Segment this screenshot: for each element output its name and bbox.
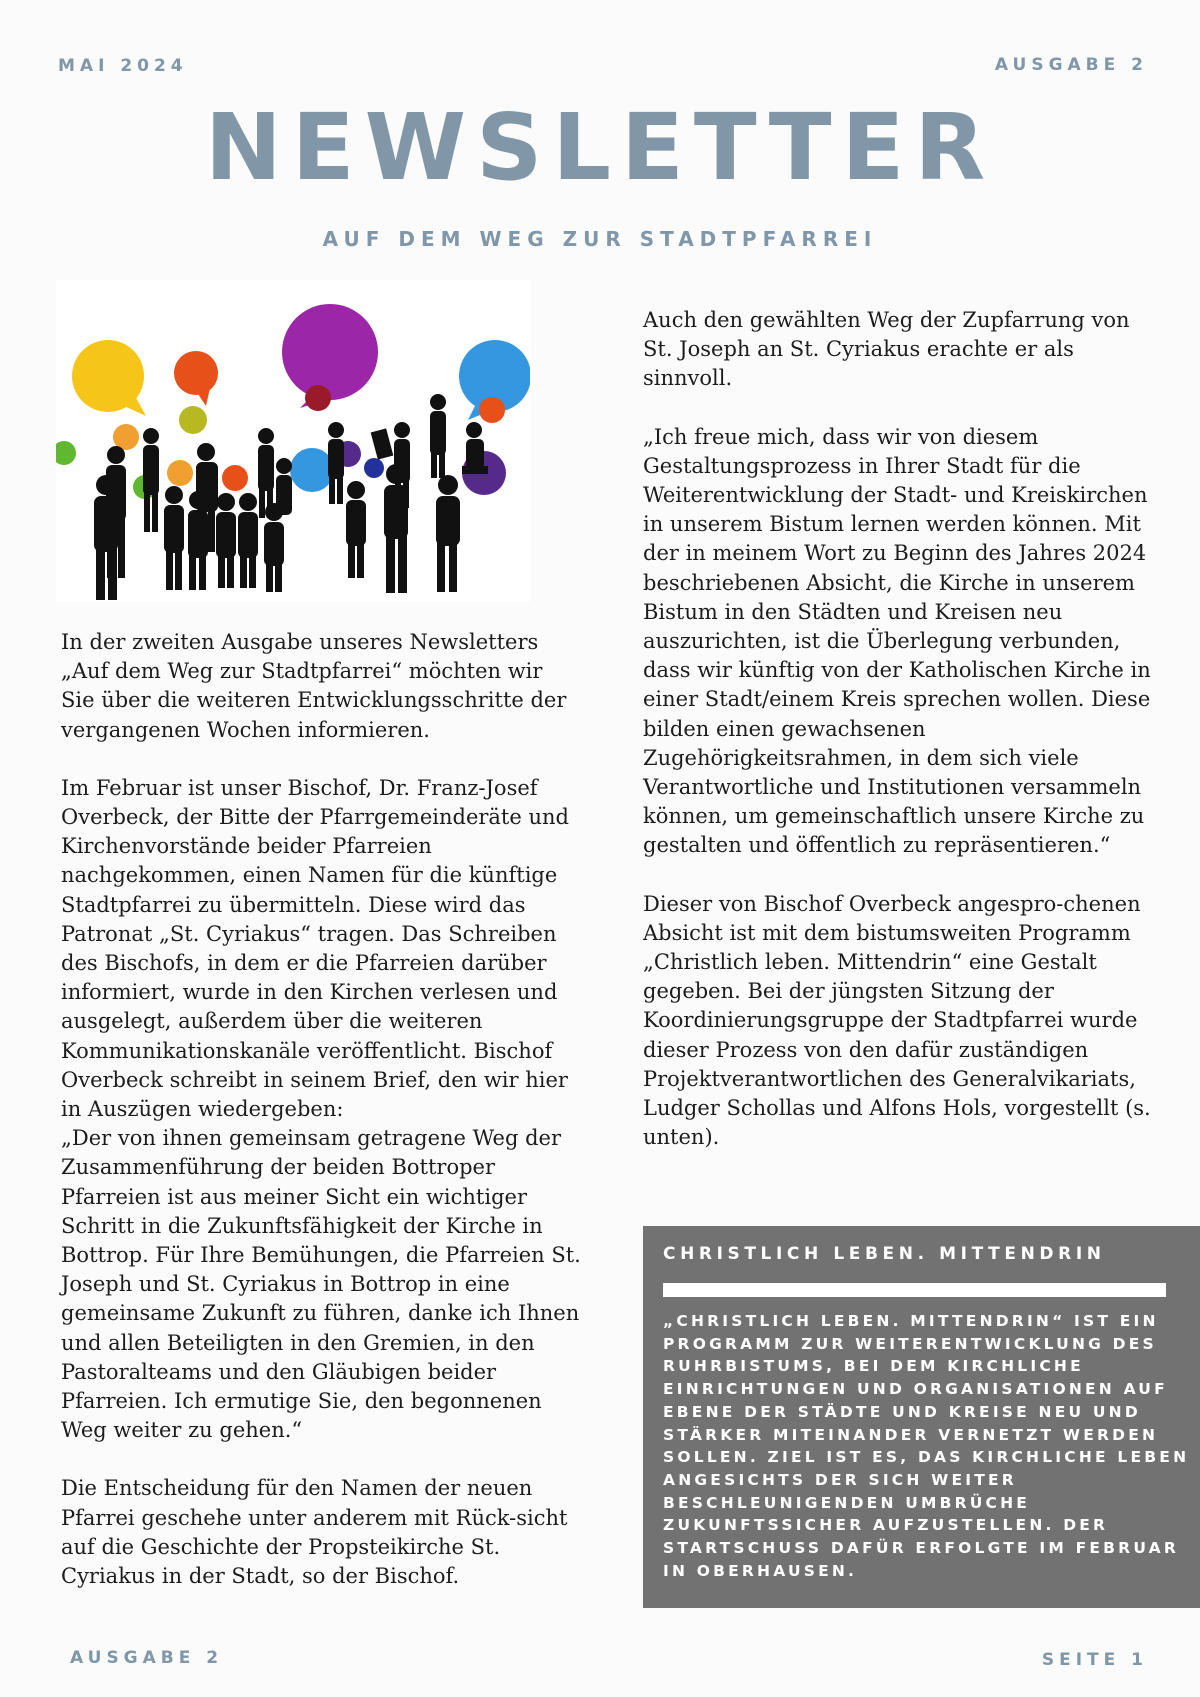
page-subtitle: AUF DEM WEG ZUR STADTPFARREI xyxy=(322,227,878,251)
issue-date: MAI 2024 xyxy=(58,56,188,76)
paragraph: In der zweiten Ausgabe unseres Newsletters „Auf dem Weg zur Stadtpfarrei“ möchten wir Sie über die weiteren Entwicklungsschritte der vergangenen Wochen informieren. xyxy=(61,630,567,742)
footer-issue: AUSGABE 2 xyxy=(70,1648,224,1668)
info-box-text: „CHRISTLICH LEBEN. MITTENDRIN“ IST EIN PROGRAMM ZUR WEITERENTWICKLUNG DES RUHRBISTUMS, BEI DEM KIRCHLICHE EINRICHTUNGEN UND ORGANISATIONEN AUF EBENE DER STÄDTE UND KREISE NEU UND STÄRKER MITEINANDER VERNETZT WERDEN SOLLEN. ZIEL IST ES, DAS KIRCHLICHE LEBEN ANGESICHTS DER SICH WEITER BESCHLEUNIGENDEN UMBRÜCHE ZUKUNFTSSICHER AUFZUSTELLEN. DER STARTSCHUSS DAFÜR ERFOLGTE IM FEBRUAR IN OBERHAUSEN. xyxy=(663,1312,1190,1580)
issue-number: AUSGABE 2 xyxy=(994,55,1148,75)
info-box xyxy=(643,1226,1200,1608)
bishop-quote: „Ich freue mich, dass wir von diesem Gestaltungsprozess in Ihrer Stadt für die Weiterentwicklung der Stadt- und Kreiskirchen in unserem Bistum lernen werden können. Mit der in meinem Wort zu Beginn des Jahres 2024 beschriebenen Absicht, die Kirche in unserem Bistum in den Städten und Kreisen neu auszurichten, ist die Überlegung verbunden, dass wir künftig von der Katholischen Kirche in einer Stadt/einem Kreis sprechen wollen. Diese bilden einen gewachsenen Zugehörigkeitsrahmen, in dem sich viele Verantwortliche und Institutionen versammeln können, um gemeinschaftlich unsere Kirche zu gestalten und öffentlich zu repräsentieren.“ xyxy=(643,424,1151,858)
page-title: NEWSLETTER xyxy=(204,94,996,201)
paragraph: Die Entscheidung für den Namen der neuen Pfarrei geschehe unter anderem mit Rück-sicht auf die Geschichte der Propsteikirche St. Cyriakus in der Stadt, so der Bischof. xyxy=(61,1476,568,1589)
bishop-quote: „Der von ihnen gemeinsam getragene Weg der Zusammenführung der beiden Bottroper Pfarreien ist aus meiner Sicht ein wichtiger Schritt in die Zukunftsfähigkeit der Kirche in Bottrop. Für Ihre Bemühungen, die Pfarreien St. Joseph und St. Cyriakus in Bottrop in eine gemeinsame Zukunft zu führen, danke ich Ihnen und allen Beteiligten in den Gremien, in den Pastoralteams und den Gläubigen beider Pfarreien. Ich ermutige Sie, den begonnenen Weg weiter zu gehen.“ xyxy=(61,1126,581,1443)
right-column xyxy=(643,306,1163,1181)
paragraph: Im Februar ist unser Bischof, Dr. Franz-Josef Overbeck, der Bitte der Pfarrgemeinderäte und Kirchenvorstände beider Pfarreien nachgekommen, einen Namen für die künftige Stadtpfarrei zu übermitteln. Diese wird das Patronat „St. Cyriakus“ tragen. Das Schreiben des Bischofs, in dem er die Pfarreien darüber informiert, wurde in den Kirchen verlesen und ausgelegt, außerdem über die weiteren Kommunikationskanäle veröffentlicht. Bischof Overbeck schreibt in seinem Brief, den wir hier in Auszügen wiedergeben: xyxy=(61,775,569,1122)
info-box-title: CHRISTLICH LEBEN. MITTENDRIN xyxy=(663,1244,1106,1264)
paragraph: Auch den gewählten Weg der Zupfarrung von St. Joseph an St. Cyriakus erachte er als sinnvoll. xyxy=(643,308,1130,391)
hero-image xyxy=(56,280,530,602)
paragraph: Dieser von Bischof Overbeck angespro-chenen Absicht ist mit dem bistumsweiten Programm „Christlich leben. Mittendrin“ eine Gestalt gegeben. Bei der jüngsten Sitzung der Koordinierungsgruppe der Stadtpfarrei wurde dieser Prozess von den dafür zuständigen Projektverantwortlichen des Generalvikariats, Ludger Schollas und Alfons Hols, vorgestellt (s. unten). xyxy=(643,891,1151,1150)
left-column xyxy=(61,628,581,1620)
info-box-rule xyxy=(663,1283,1166,1297)
page-number: SEITE 1 xyxy=(1041,1650,1148,1670)
